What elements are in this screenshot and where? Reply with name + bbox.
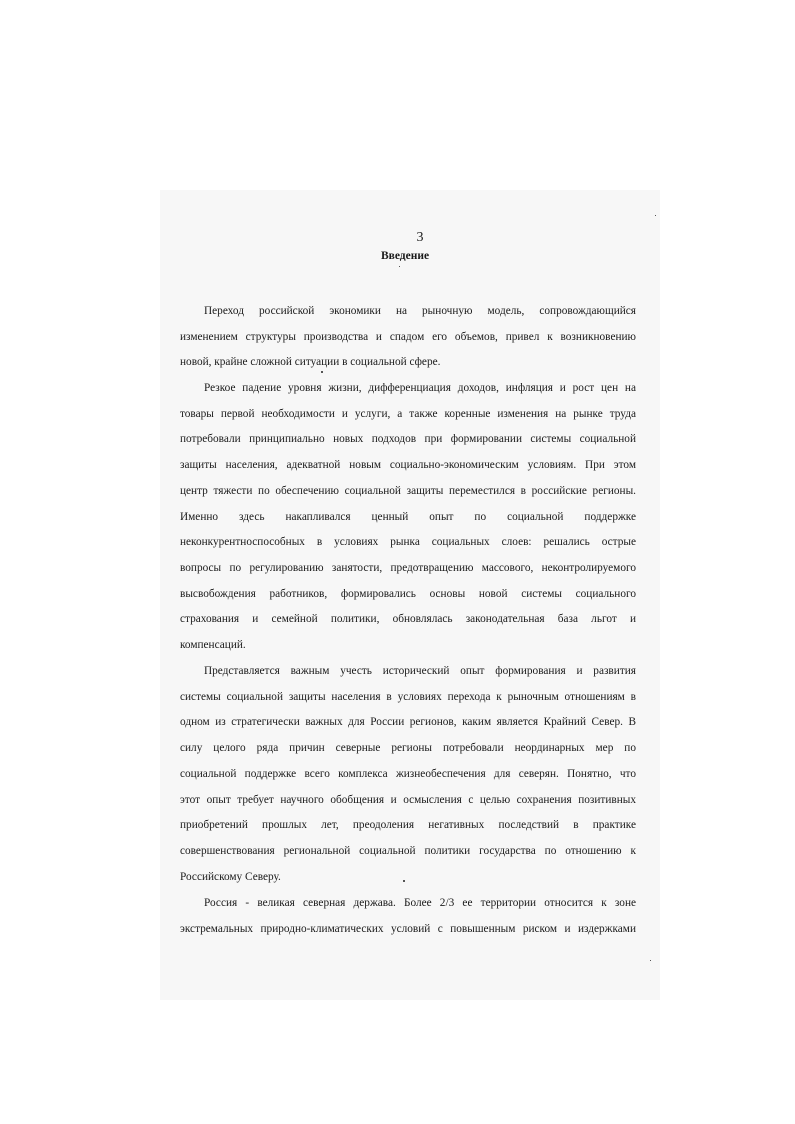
text-line: центр тяжести по обеспечению социальной защиты переместился в российские регионы. — [180, 484, 636, 497]
text-line: вопросы по регулированию занятости, предотвращению массового, неконтролируемого — [180, 561, 636, 574]
page-number: 3 — [416, 230, 424, 245]
paragraph-4 — [180, 891, 636, 942]
paragraph-1 — [180, 299, 636, 376]
text-line: товары первой необходимости и услуги, а также коренные изменения на рынке труда — [180, 407, 636, 420]
text-line: этот опыт требует научного обобщения и осмысления с целью сохранения позитивных — [180, 793, 636, 806]
text-line: Именно здесь накапливался ценный опыт по социальной поддержке — [180, 510, 636, 523]
text-line: страхования и семейной политики, обновлялась законодательная база льгот и — [180, 613, 636, 626]
text-line: Резкое падение уровня жизни, дифференциация доходов, инфляция и рост цен на — [204, 382, 636, 394]
paragraph-3 — [180, 659, 636, 891]
scan-speck — [403, 880, 405, 882]
scan-speck — [650, 960, 651, 961]
scan-speck — [321, 371, 323, 373]
text-line: Российскому Северу. — [180, 870, 281, 883]
text-line: совершенствования региональной социальной политики государства по отношению к — [180, 844, 636, 857]
text-line: Переход российской экономики на рыночную модель, сопровождающийся — [204, 305, 636, 317]
text-line: потребовали принципиально новых подходов при формировании системы социальной — [180, 433, 636, 446]
text-line: социальной поддержке всего комплекса жизнеобеспечения для северян. Понятно, что — [180, 767, 636, 780]
text-line: Россия - великая северная держава. Более 2/3 ее территории относится к зоне — [204, 897, 636, 909]
text-line: Представляется важным учесть исторический опыт формирования и развития — [204, 665, 636, 677]
scan-speck — [655, 215, 656, 216]
section-heading: Введение — [380, 250, 430, 262]
text-line: защиты населения, адекватной новым социально-экономическим условиям. При этом — [180, 459, 636, 472]
text-line: одном из стратегически важных для России регионов, каким является Крайний Север. В — [180, 716, 636, 729]
text-line: компенсаций. — [180, 639, 246, 652]
paragraph-2 — [180, 376, 636, 659]
text-line: неконкурентноспособных в условиях рынка социальных слоев: решались острые — [180, 536, 636, 549]
body-text — [180, 299, 636, 942]
scan-speck — [399, 266, 400, 267]
text-line: новой, крайне сложной ситуации в социальной сфере. — [180, 356, 441, 369]
text-line: высвобождения работников, формировались основы новой системы социального — [180, 587, 636, 600]
text-line: экстремальных природно-климатических условий с повышенным риском и издержками — [180, 922, 636, 935]
text-line: приобретений прошлых лет, преодоления негативных последствий в практике — [180, 819, 636, 832]
text-line: изменением структуры производства и спадом его объемов, привел к возникновению — [180, 330, 636, 343]
text-line: системы социальной защиты населения в условиях перехода к рыночным отношениям в — [180, 690, 636, 703]
text-line: силу целого ряда причин северные регионы потребовали неординарных мер по — [180, 742, 636, 755]
